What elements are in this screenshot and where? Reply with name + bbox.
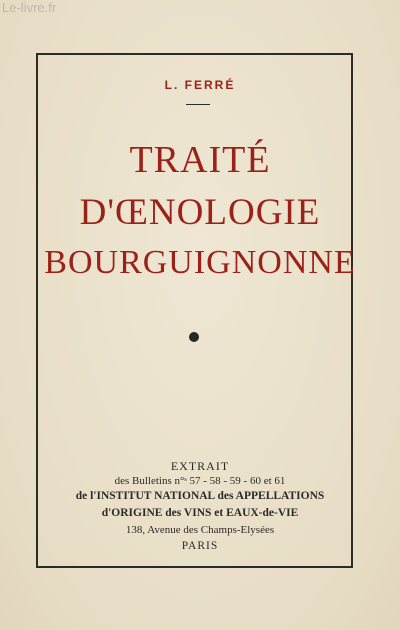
imprint-bulletins: des Bulletins n°ˢ 57 - 58 - 59 - 60 et 61 — [114, 475, 286, 487]
imprint-city: PARIS — [181, 540, 219, 552]
title-line-3: BOURGUIGNONNE — [44, 244, 356, 281]
divider-rule — [186, 104, 210, 105]
imprint-extrait: EXTRAIT — [170, 459, 230, 473]
title-line-1: TRAITÉ — [129, 139, 271, 181]
ornament-dot — [189, 332, 199, 342]
author-name: L. FERRÉ — [164, 78, 236, 92]
imprint-origine: d'ORIGINE des VINS et EAUX-de-VIE — [101, 507, 299, 519]
imprint-address: 138, Avenue des Champs-Elysées — [125, 524, 275, 536]
imprint-institut: de l'INSTITUT NATIONAL des APPELLATIONS — [75, 490, 325, 502]
watermark: Le-livre.fr — [2, 0, 57, 15]
title-line-2: D'ŒNOLOGIE — [79, 192, 321, 233]
